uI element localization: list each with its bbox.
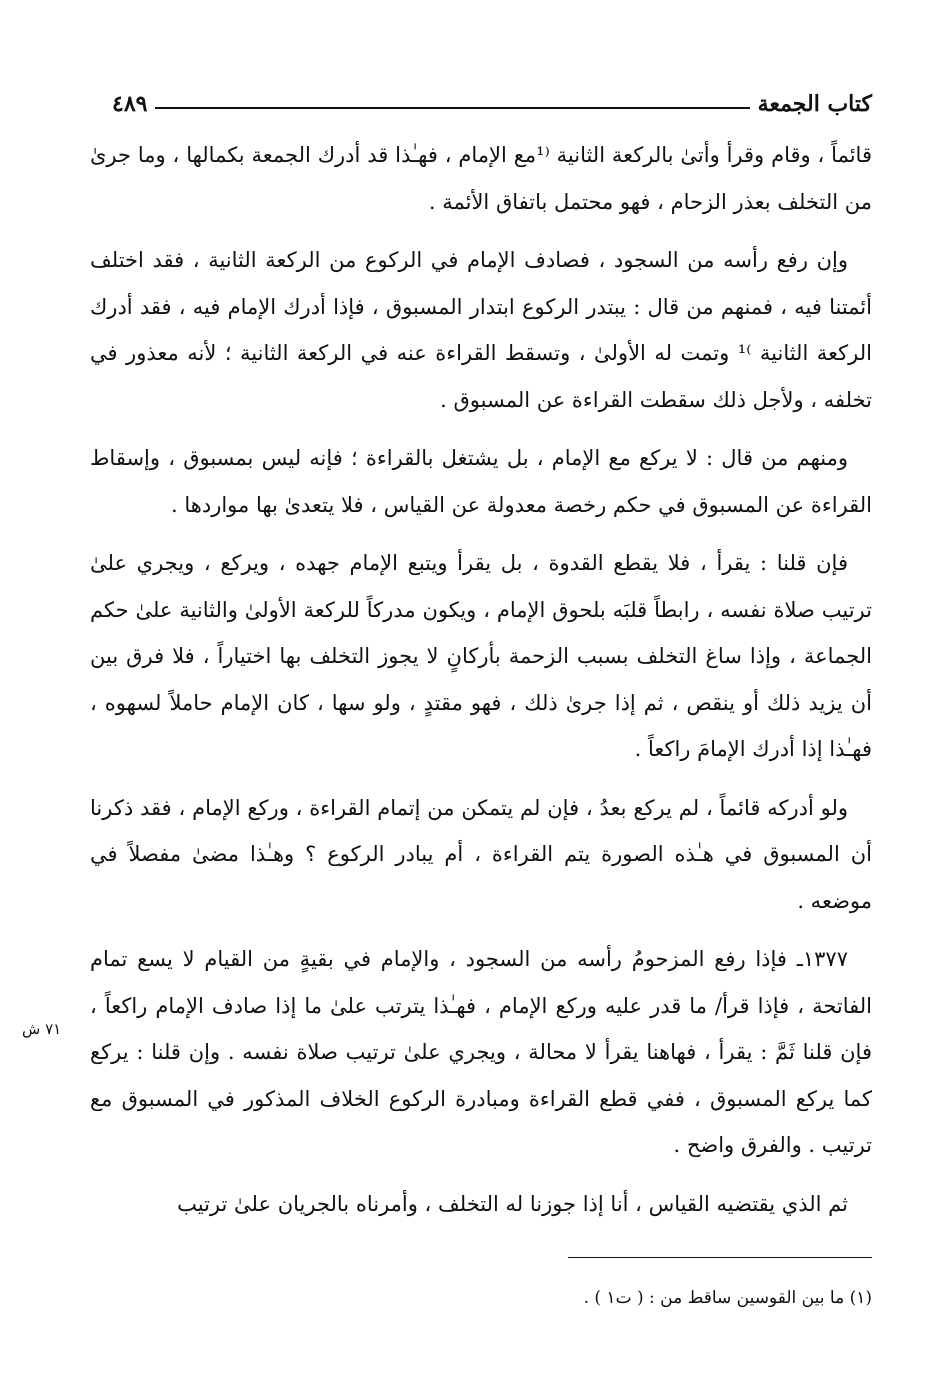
page-number: ٤٨٩: [112, 91, 148, 117]
paragraph-1: قائماً ، وقام وقرأ وأتىٰ بالركعة الثانية ⁽¹مع الإمام ، فهـٰذا قد أدرك الجمعة بكمالها ، وما جرىٰ من التخلف بعذر الزحام ، فهو محتمل باتفاق الأئمة .: [90, 143, 872, 214]
paragraph-5: ولو أدركه قائماً ، لم يركع بعدُ ، فإن لم يتمكن من إتمام القراءة ، وركع الإمام ، فقد ذكرنا أن المسبوق في هـٰذه الصورة يتم القراءة ، أم يبادر الركوع ؟ وهـٰذا مضىٰ مفصلاً في موضعه .: [90, 795, 872, 913]
margin-manuscript-ref: ٧١ ش: [22, 1020, 62, 1038]
running-header: [112, 86, 872, 122]
chapter-title: كتاب الجمعة: [757, 91, 872, 117]
footnote-divider: [568, 1257, 872, 1258]
paragraph-7: ثم الذي يقتضيه القياس ، أنا إذا جوزنا له التخلف ، وأمرناه بالجريان علىٰ ترتيب: [177, 1191, 848, 1216]
header-rule: [155, 107, 749, 109]
footnote: (١) ما بين القوسين ساقط من : ( ت١ ) .: [583, 1288, 872, 1308]
paragraph-6-issue-1377: ١٣٧٧ـ فإذا رفع المزحومُ رأسه من السجود ، والإمام في بقيةٍ من القيام لا يسع تمام الفاتحة ، فإذا قرأ/ ما قدر عليه وركع الإمام ، فهـٰذا يترتب علىٰ ما إذا صادف الإمام راكعاً ، فإن قلنا ثَمَّ : يقرأ ، فهاهنا يقرأ لا محالة ، ويجري علىٰ ترتيب صلاة نفسه . وإن قلنا : يركع كما يركع المسبوق ، ففي قطع القراءة ومبادرة الركوع الخلاف المذكور في المسبوق مع ترتيب . والفرق واضح .: [90, 947, 872, 1157]
paragraph-2: وإن رفع رأسه من السجود ، فصادف الإمام في الركوع من الركعة الثانية ، فقد اختلف أئمتنا فيه ، فمنهم من قال : يبتدر الركوع ابتدار المسبوق ، فإذا أدرك الإمام فيه ، فقد أدرك الركعة الثانية ⁾¹ وتمت له الأولىٰ ، وتسقط القراءة عنه في الركعة الثانية ؛ لأنه معذور في تخلفه ، ولأجل ذلك سقطت القراءة عن المسبوق .: [90, 248, 873, 412]
paragraph-3: ومنهم من قال : لا يركع مع الإمام ، بل يشتغل بالقراءة ؛ فإنه ليس بمسبوق ، وإسقاط القراءة عن المسبوق في حكم رخصة معدولة عن القياس ، فلا يتعدىٰ بها مواردها .: [90, 446, 872, 517]
main-text: [90, 132, 872, 1235]
paragraph-4: فإن قلنا : يقرأ ، فلا يقطع القدوة ، بل يقرأ ويتبع الإمام جهده ، ويركع ، ويجري علىٰ ترتيب صلاة نفسه ، رابطاً قلبَه بلحوق الإمام ، ويكون مدركاً للركعة الأولىٰ والثانية علىٰ حكم الجماعة ، وإذا ساغ التخلف بسبب الزحمة بأركانٍ لا يجوز التخلف بها اختياراً ، فلا فرق بين أن يزيد ذلك أو ينقص ، ثم إذا جرىٰ ذلك ، فهو مقتدٍ ، ولو سها ، كان الإمام حاملاً لسهوه ، فهـٰذا إذا أدرك الإمامَ راكعاً .: [90, 551, 872, 761]
